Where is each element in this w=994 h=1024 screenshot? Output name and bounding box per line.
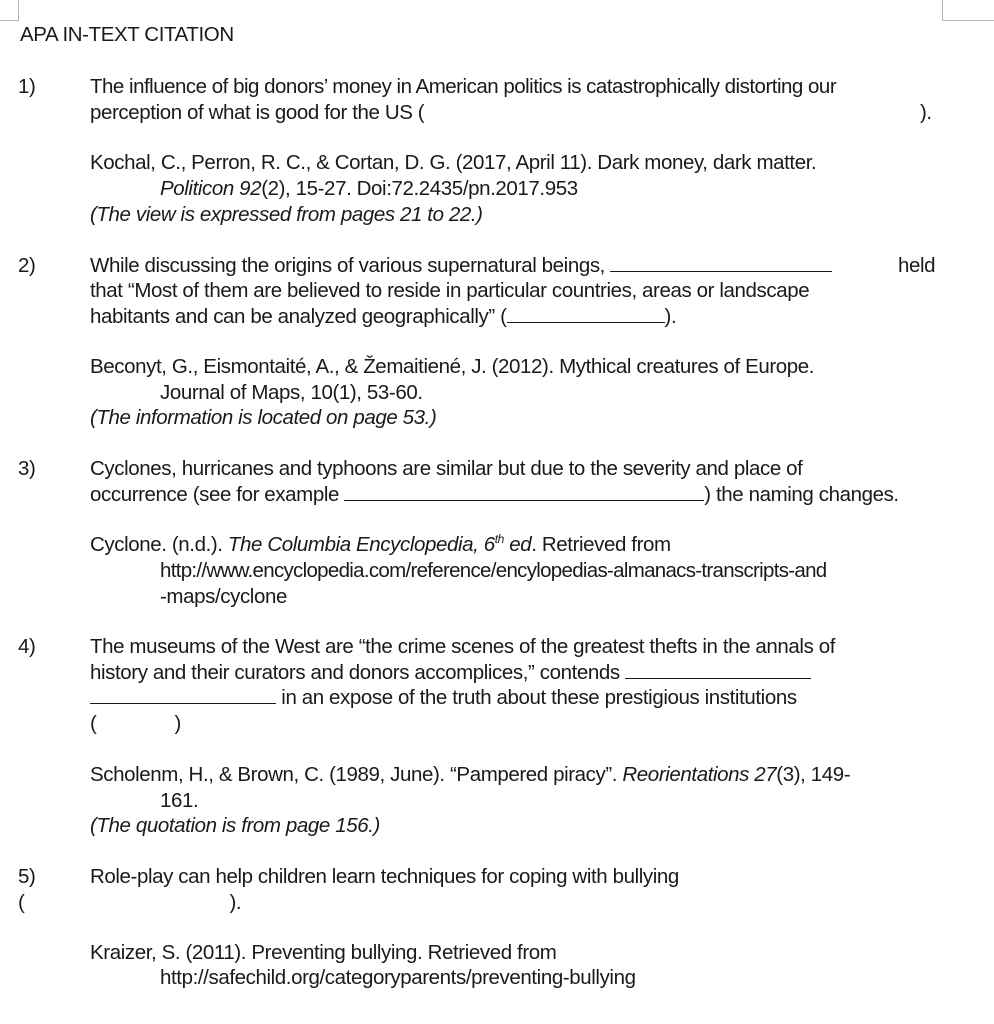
page-note: (The information is located on page 53.) (90, 406, 437, 429)
reference-url: http://www.encyclopedia.com/reference/encylopedias-almanacs-transcripts-and (160, 559, 827, 582)
question-line: While discussing the origins of various supernatural beings, (90, 253, 832, 279)
question-line-end: held (898, 254, 936, 277)
question-line: Role-play can help children learn techniques for coping with bullying (90, 865, 679, 888)
question-line: perception of what is good for the US ( (90, 101, 425, 124)
reference-line: Cyclone. (n.d.). The Columbia Encyclopedia, 6th ed. Retrieved from (90, 532, 671, 556)
question-line: The museums of the West are “the crime scenes of the greatest thefts in the annals of (90, 635, 836, 658)
page-note: (The view is expressed from pages 21 to 22.) (90, 203, 483, 226)
reference-url: -maps/cyclone (160, 585, 287, 608)
question-line-end: ). (920, 101, 932, 124)
citation-blank[interactable] (344, 482, 704, 501)
reference-line: Politicon 92(2), 15-27. Doi:72.2435/pn.2017.953 (160, 177, 578, 200)
item-number: 5) (18, 865, 36, 888)
author-blank[interactable] (610, 253, 832, 272)
citation-blank[interactable] (507, 304, 665, 323)
reference-line: Kochal, C., Perron, R. C., & Cortan, D. G. (2017, April 11). Dark money, dark matter. (90, 151, 817, 174)
question-line: ( ). (18, 891, 242, 914)
item-number: 2) (18, 254, 36, 277)
author-blank[interactable] (625, 660, 811, 679)
item-number: 1) (18, 75, 36, 98)
question-line: ( ) (90, 712, 181, 735)
reference-url: http://safechild.org/categoryparents/preventing-bullying (160, 966, 636, 989)
question-line: Cyclones, hurricanes and typhoons are similar but due to the severity and place of (90, 457, 803, 480)
reference-line: Scholenm, H., & Brown, C. (1989, June). “Pampered piracy”. Reorientations 27(3), 149- (90, 763, 851, 786)
reference-line: Journal of Maps, 10(1), 53-60. (160, 381, 423, 404)
question-line: that “Most of them are believed to reside in particular countries, areas or landscape (90, 279, 810, 302)
question-line: The influence of big donors’ money in American politics is catastrophically distorting our (90, 75, 837, 98)
item-number: 4) (18, 635, 36, 658)
reference-line: Beconyt, G., Eismontaité, A., & Žemaitiené, J. (2012). Mythical creatures of Europe. (90, 355, 815, 378)
reference-line: Kraizer, S. (2011). Preventing bullying. Retrieved from (90, 941, 557, 964)
page-title: APA IN-TEXT CITATION (20, 23, 234, 46)
question-line: habitants and can be analyzed geographically” ( ). (90, 305, 677, 328)
question-line: occurrence (see for example ) the naming changes. (90, 483, 899, 506)
question-line: in an expose of the truth about these prestigious institutions (90, 685, 797, 711)
question-line: history and their curators and donors accomplices,” contends (90, 660, 811, 686)
author-blank[interactable] (90, 685, 276, 704)
page-note: (The quotation is from page 156.) (90, 814, 380, 837)
crop-mark-top-left (0, 0, 19, 21)
item-number: 3) (18, 457, 36, 480)
reference-line: 161. (160, 789, 199, 812)
crop-mark-top-right (942, 0, 994, 21)
